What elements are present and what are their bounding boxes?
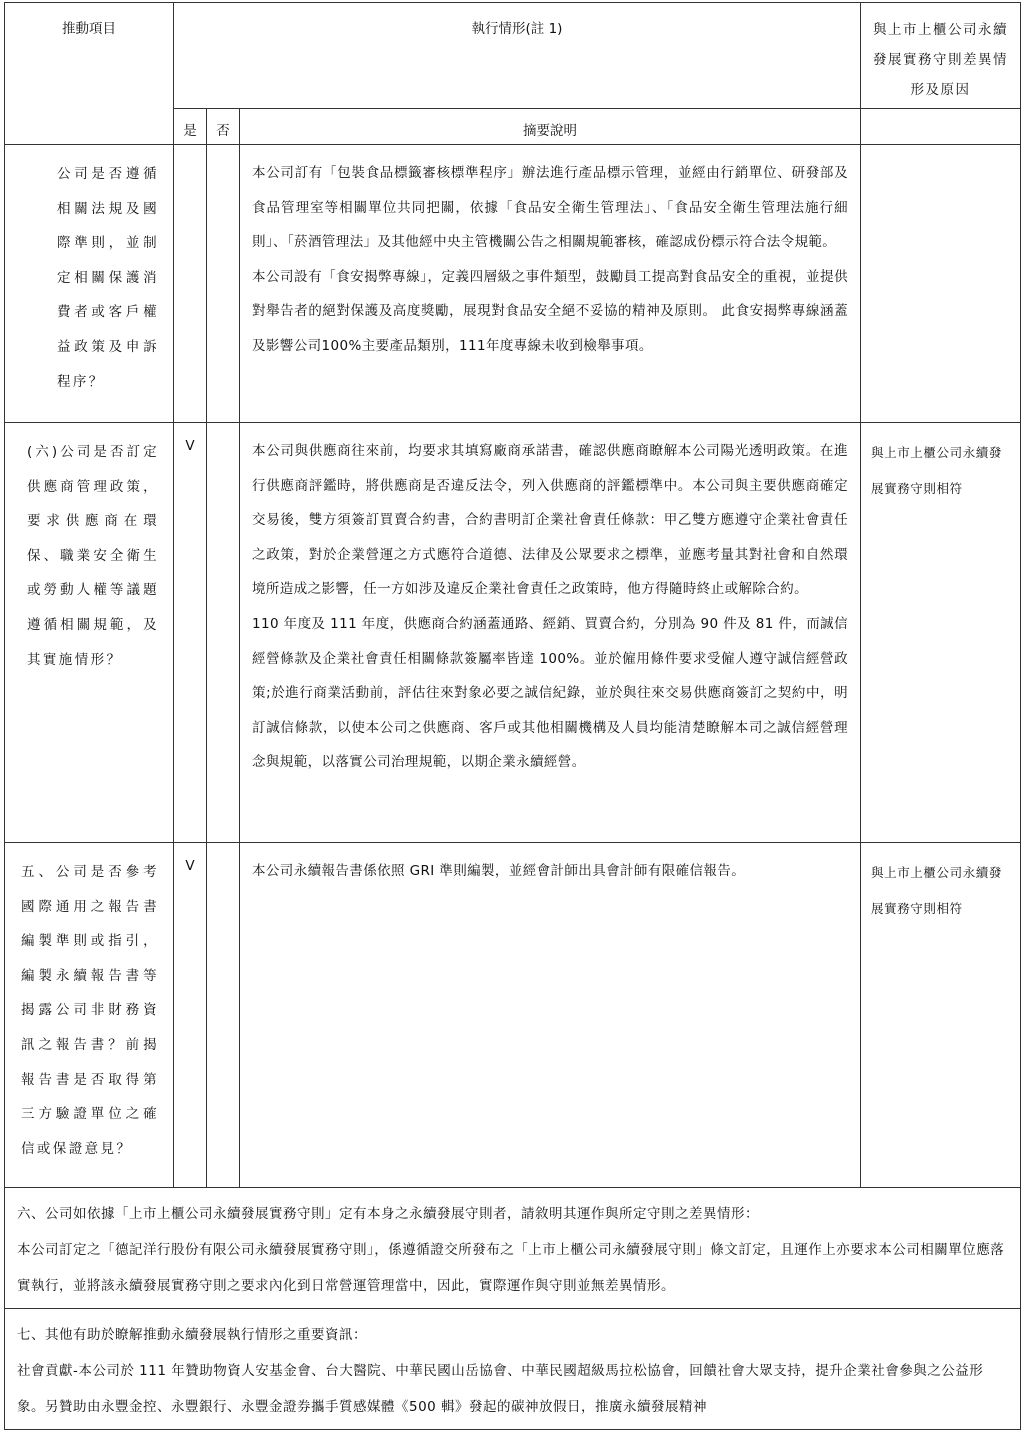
item-cell bbox=[5, 843, 174, 1188]
diff-cell bbox=[861, 423, 1021, 843]
diff-cell bbox=[861, 843, 1021, 1188]
header-exec-label: 執行情形(註 1) bbox=[471, 21, 563, 37]
header-summary-label: 摘要說明 bbox=[523, 123, 577, 139]
section-six bbox=[5, 1188, 1021, 1309]
header-no-label: 否 bbox=[216, 123, 230, 139]
sustainability-table bbox=[4, 2, 1021, 1430]
header-item-label: 推動項目 bbox=[62, 21, 116, 37]
desc-paragraph: 110 年度及 111 年度，供應商合約涵蓋通路、經銷、買賣合約，分別為 90 件及 81 件，而誠信經營條款及企業社會責任相關條款簽屬率皆達 100%。並於僱用條件要求受僱人遵守誠信經營政策;於進行商業活動前，評估往來對象必要之誠信紀錄，並於與往來交易供應商簽訂之契約中，明訂誠信條款，以使本公司之供應商、客戶或其他相關機構及人員均能清楚瞭解本司之誠信經營理念與規範，以落實公司治理規範，以期企業永續經營。 bbox=[252, 615, 848, 771]
item-cell bbox=[5, 145, 174, 423]
no-cell bbox=[207, 145, 240, 423]
yes-mark: V bbox=[185, 438, 195, 454]
section-six-row bbox=[5, 1188, 1021, 1309]
header-item bbox=[5, 3, 174, 145]
desc-paragraph: 本公司設有「食安揭弊專線」，定義四層級之事件類型，鼓勵員工提高對食品安全的重視，並提供對舉告者的絕對保護及高度獎勵，展現對食品安全絕不妥協的精神及原則。 此食安揭弊專線涵蓋及影響公司100%主要產品類別，111年度專線未收到檢舉事項。 bbox=[252, 268, 848, 354]
item-prefix: (六) bbox=[27, 444, 60, 460]
item-prefix: 五、 bbox=[21, 864, 56, 880]
header-exec bbox=[174, 3, 861, 109]
diff-cell bbox=[861, 145, 1021, 423]
item-text: 公司是否遵循相關法規及國際準則，並制定相關保護消費者或客戶權益政策及申訴程序？ bbox=[57, 166, 159, 390]
header-yes bbox=[174, 109, 207, 145]
header-yes-label: 是 bbox=[183, 123, 197, 139]
desc-paragraph: 本公司與供應商往來前，均要求其填寫廠商承諾書，確認供應商瞭解本公司陽光透明政策。在進行供應商評鑑時，將供應商是否違反法令，列入供應商的評鑑標準中。本公司與主要供應商確定交易後，雙方須簽訂買賣合約書，合約書明訂企業社會責任條款：甲乙雙方應遵守企業社會責任之政策，對於企業營運之方式應符合道德、法律及公眾要求之標準，並應考量其對社會和自然環境所造成之影響，任一方如涉及違反企業社會責任之政策時，他方得隨時終止或解除合約。 bbox=[252, 443, 848, 598]
yes-cell bbox=[174, 423, 207, 843]
header-diff-blank bbox=[861, 109, 1021, 145]
diff-text: 與上市上櫃公司永續發展實務守則相符 bbox=[871, 865, 1003, 916]
diff-text: 與上市上櫃公司永續發展實務守則相符 bbox=[871, 445, 1003, 496]
desc-paragraph: 本公司永續報告書係依照 GRI 準則編製，並經會計師出具會計師有限確信報告。 bbox=[252, 863, 746, 879]
item-text: 公司是否參考國際通用之報告書編製準則或指引，編製永續報告書等揭露公司非財務資訊之報告書？前揭報告書是否取得第三方驗證單位之確信或保證意見？ bbox=[21, 864, 159, 1157]
header-no bbox=[207, 109, 240, 145]
item-text: 公司是否訂定供應商管理政策，要求供應商在環保、職業安全衛生或勞動人權等議題遵循相關規範，及其實施情形？ bbox=[27, 444, 159, 668]
yes-mark: V bbox=[185, 858, 195, 874]
header-summary bbox=[240, 109, 861, 145]
section-six-body: 本公司訂定之「德記洋行股份有限公司永續發展實務守則」，係遵循證交所發布之「上市上櫃公司永續發展守則」條文訂定，且運作上亦要求本公司相關單位應落實執行，並將該永續發展實務守則之要求內化到日常營運管理當中，因此，實際運作與守則並無差異情形。 bbox=[17, 1242, 1005, 1294]
yes-cell bbox=[174, 145, 207, 423]
desc-cell bbox=[240, 423, 861, 843]
header-diff-label: 與上市上櫃公司永續發展實務守則差異情形及原因 bbox=[873, 22, 1008, 98]
section-seven bbox=[5, 1309, 1021, 1430]
table-row bbox=[5, 423, 1021, 843]
no-cell bbox=[207, 423, 240, 843]
section-seven-row bbox=[5, 1309, 1021, 1430]
section-seven-body: 社會貢獻-本公司於 111 年贊助物資人安基金會、台大醫院、中華民國山岳協會、中華民國超級馬拉松協會，回饋社會大眾支持，提升企業社會參與之公益形象。另贊助由永豐金控、永豐銀行、永豐金證券攜手質感媒體《500 輯》發起的碳神放假日，推廣永續發展精神 bbox=[17, 1363, 984, 1415]
desc-cell bbox=[240, 145, 861, 423]
table-row bbox=[5, 145, 1021, 423]
desc-cell bbox=[240, 843, 861, 1188]
section-seven-title: 七、其他有助於瞭解推動永續發展執行情形之重要資訊： bbox=[17, 1327, 367, 1343]
table-row bbox=[5, 843, 1021, 1188]
desc-paragraph: 本公司訂有「包裝食品標籤審核標準程序」辦法進行產品標示管理，並經由行銷單位、研發部及食品管理室等相關單位共同把關，依據「食品安全衛生管理法」、「食品安全衛生管理法施行細則」、「菸酒管理法」及其他經中央主管機關公告之相關規範審核，確認成份標示符合法令規範。 bbox=[252, 165, 848, 251]
yes-cell bbox=[174, 843, 207, 1188]
no-cell bbox=[207, 843, 240, 1188]
section-six-title: 六、公司如依據「上市上櫃公司永續發展實務守則」定有本身之永續發展守則者，請敘明其運作與所定守則之差異情形： bbox=[17, 1206, 759, 1222]
header-diff bbox=[861, 3, 1021, 109]
item-cell bbox=[5, 423, 174, 843]
